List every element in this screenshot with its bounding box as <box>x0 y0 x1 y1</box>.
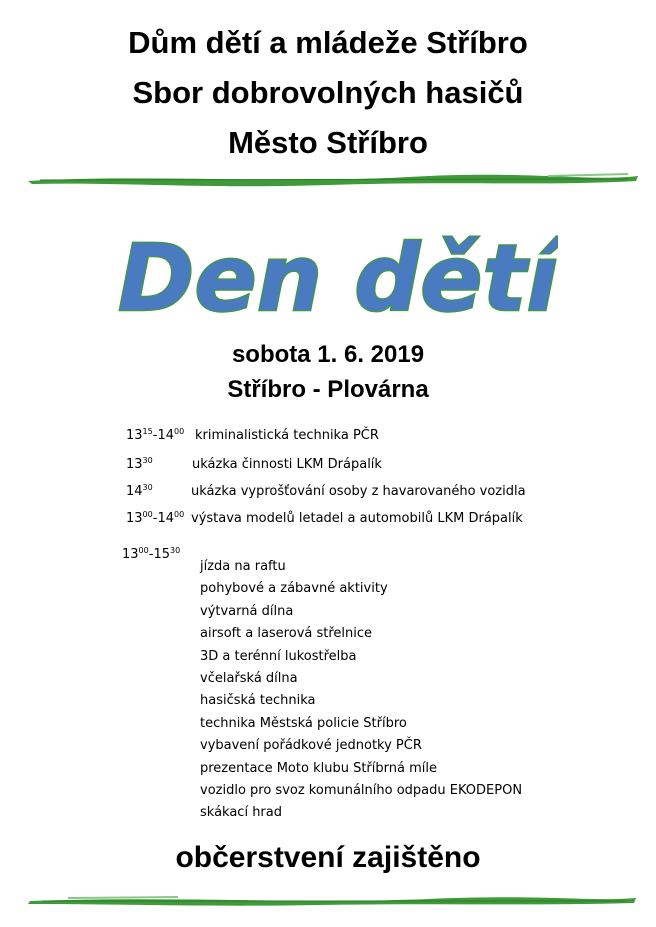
schedule-time: $14^{30}$ <box>126 483 153 499</box>
organizer-line-3: Město Stříbro <box>228 125 428 160</box>
activity-item: technika Městská policie Stříbro <box>200 715 407 731</box>
event-title <box>118 222 558 332</box>
organizer-line-2: Sbor dobrovolných hasičů <box>132 75 524 110</box>
schedule-activity: ukázka činnosti LKM Drápalík <box>192 457 382 472</box>
brush-divider-top <box>28 172 638 188</box>
event-venue: Stříbro - Plovárna <box>227 376 429 403</box>
schedule-activity: výstava modelů letadel a automobilů LKM Drápalík <box>191 511 523 526</box>
activity-item: pohybové a zábavné aktivity <box>200 581 388 597</box>
activity-item: prezentace Moto klubu Stříbrná míle <box>200 760 437 776</box>
activity-item: jízda na raftu <box>200 559 286 574</box>
schedule-activity: ukázka vyprošťování osoby z havarovaného vozidla <box>191 484 526 499</box>
schedule-activity: kriminalistická technika PČR <box>195 428 379 443</box>
activity-list <box>200 558 522 827</box>
brush-divider-bottom <box>28 893 638 909</box>
activity-item: airsoft a laserová střelnice <box>200 626 373 642</box>
event-title-text: Den dětí <box>118 225 558 332</box>
schedule-time: $13^{00}-14^{00}$ <box>126 510 185 526</box>
schedule-time: $13^{30}$ <box>126 456 153 472</box>
activity-item: včelařská dílna <box>200 670 298 686</box>
activity-item: skákací hrad <box>200 805 282 821</box>
organizer-line-1: Dům dětí a mládeže Stříbro <box>128 25 528 60</box>
activity-item: hasičská technika <box>200 693 316 709</box>
schedule-time: $13^{00}-15^{30}$ <box>122 546 181 562</box>
activity-item: vozidlo pro svoz komunálního odpadu EKODEPON <box>200 782 523 798</box>
activity-item: vybavení pořádkové jednotky PČR <box>200 738 422 754</box>
activity-item: 3D a terénní lukostřelba <box>200 648 357 664</box>
activity-item: výtvarná dílna <box>200 603 294 619</box>
refreshments-note: občerstvení zajištěno <box>175 841 481 874</box>
event-date: sobota 1. 6. 2019 <box>231 341 425 368</box>
schedule-time: $13^{15}-14^{00}$ <box>126 427 185 443</box>
